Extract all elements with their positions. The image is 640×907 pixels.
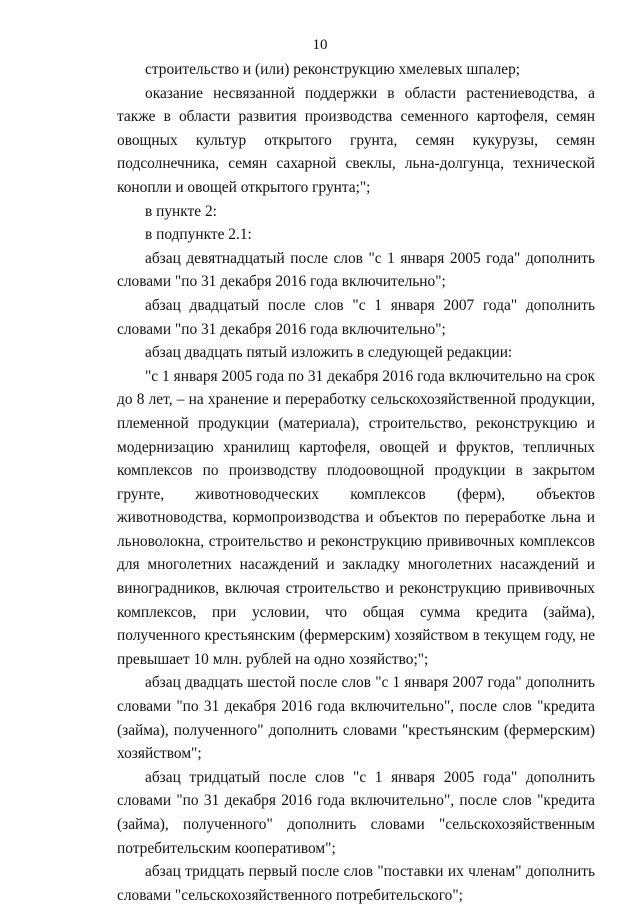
paragraph: абзац тридцатый после слов "с 1 января 2005 года" дополнить словами "по 31 декабря 2016 года включительно", после слов "кредита (займа), полученного" дополнить словами "сельскохозяйственным потребительским кооперативом"; (117, 768, 595, 857)
paragraph: оказание несвязанной поддержки в области растениеводства, а также в области развития производства семенного картофеля, семян овощных культур открытого грунта, семян кукурузы, семян подсолнечника, семян сахарной свеклы, льна-долгунца, технической конопли и овощей открытого грунта;"; (117, 84, 595, 196)
paragraph: в подпункте 2.1: (145, 226, 252, 244)
paragraph: абзац двадцать шестой после слов "с 1 января 2007 года" дополнить словами "по 31 декабря 2016 года включительно", после слов "кредита (займа), полученного" дополнить словами "крестьянским (фермерским) хозяйством"; (117, 674, 595, 763)
paragraph: абзац двадцать пятый изложить в следующей редакции: (145, 344, 513, 362)
paragraph: абзац девятнадцатый после слов "с 1 января 2005 года" дополнить словами "по 31 декабря 2016 года включительно"; (117, 249, 595, 291)
paragraph: абзац двадцатый после слов "с 1 января 2007 года" дополнить словами "по 31 декабря 2016 года включительно"; (117, 296, 595, 338)
paragraph: строительство и (или) реконструкцию хмелевых шпалер; (145, 61, 521, 78)
paragraph: абзац тридцать первый после слов "поставки их членам" дополнить словами "сельскохозяйственного потребительского"; (117, 863, 595, 904)
page-number: 10 (312, 37, 328, 53)
quoted-paragraph: "с 1 января 2005 года по 31 декабря 2016 года включительно на срок до 8 лет, – на хранение и переработку сельскохозяйственной продукции, племенной продукции (материала), строительство, реконструкцию и модернизацию хранилищ картофеля, овощей и фруктов, тепличных комплексов по производству плодоовощной продукции в закрытом грунте, животноводческих комплексов (ферм), объектов животноводства, кормопроизводства и объектов по переработке льна и льноволокна, строительство и реконструкцию прививочных комплексов для многолетних насаждений и закладку многолетних насаждений и виноградников, включая строительство и реконструкцию прививочных комплексов, при условии, что общая сумма кредита (займа), полученного крестьянским (фермерским) хозяйством в текущем году, не превышает 10 млн. рублей на одно хозяйство;"; (117, 367, 595, 668)
document-body (117, 58, 595, 907)
paragraph: в пункте 2: (145, 202, 217, 220)
